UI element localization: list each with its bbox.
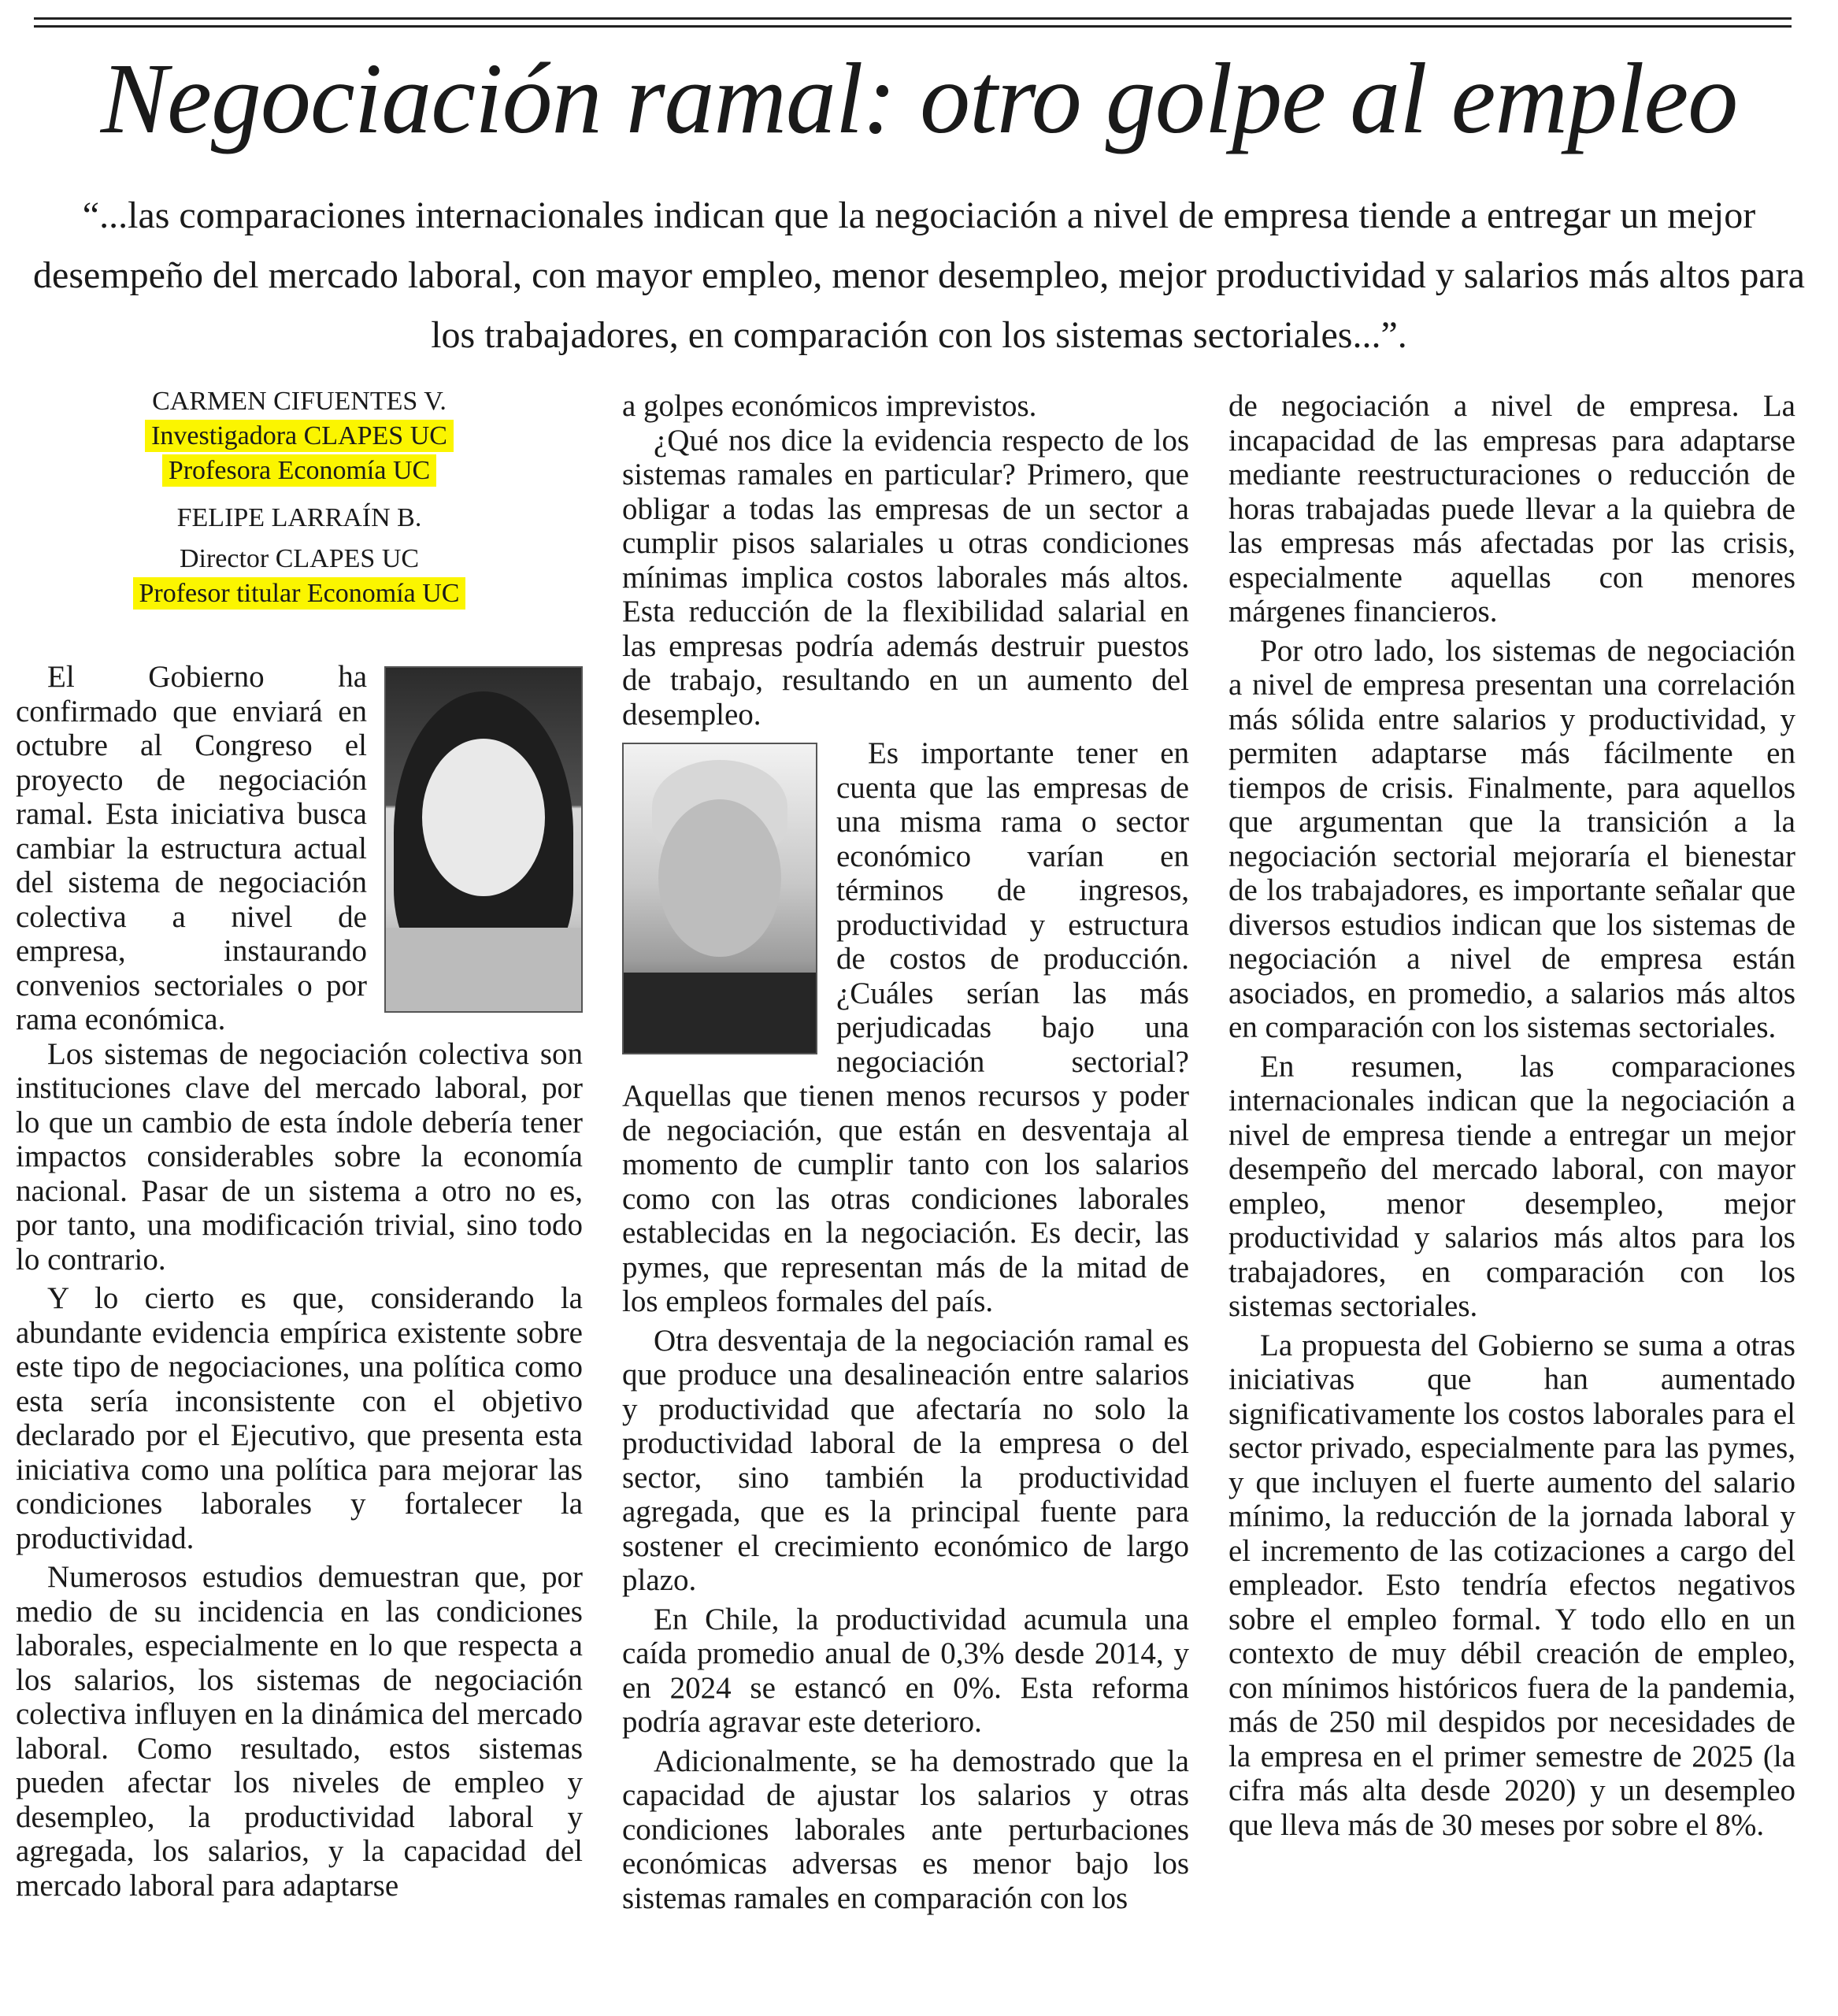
paragraph: de negociación a nivel de empresa. La incapacidad de las empresas para adaptarse mediante reestructuraciones o reducción de horas trabajadas puede llevar a la quiebra de las empresas más afectadas por las crisis, especialmente aquellas con menores márgenes financieros. bbox=[1228, 389, 1795, 628]
author-affiliation bbox=[16, 576, 583, 611]
paragraph: La propuesta del Gobierno se suma a otras iniciativas que han aumentado significativamente los costos laborales para el sector privado, especialmente para las pymes, y que incluyen el fuerte aumento del salario mínimo, la reducción de la jornada laboral y el incremento de las cotizaciones a cargo del empleador. Esto tendría efectos negativos sobre el empleo formal. Y todo ello en un contexto de muy débil creación de empleo, con mínimos históricos fuera de la pandemia, más de 250 mil despidos por necesidades de la empresa en el primer semestre de 2025 (la cifra más alta desde 2020) y un desempleo que lleva más de 30 meses por sobre el 8%. bbox=[1228, 1328, 1795, 1842]
paragraph-text: Es importante tener en cuenta que las empresas de una misma rama o sector económico varían en términos de ingresos, productividad y estructura de costos de producción. ¿Cuáles serían las más perjudicadas bajo una negociación sectorial? Aquellas que tienen menos recursos y poder de negociación, que están en desventaja al momento de cumplir tanto con los salarios como con las otras condiciones laborales establecidas en la negociación. Es decir, las pymes, que representan más de la mitad de los empleos formales del país. bbox=[622, 736, 1189, 1318]
paragraph: Adicionalmente, se ha demostrado que la capacidad de ajustar los salarios y otras condiciones laborales ante perturbaciones económicas adversas es menor bajo los sistemas ramales en comparación con los bbox=[622, 1744, 1189, 1915]
author-photo-carmen bbox=[384, 666, 583, 1013]
photo-shirt bbox=[386, 928, 581, 1011]
paragraph: Numerosos estudios demuestran que, por medio de su incidencia en las condiciones laborales, especialmente en lo que respecta a los salarios, los sistemas de negociación colectiva influyen en la dinámica del mercado laboral. Como resultado, estos sistemas pueden afectar los niveles de empleo y desempleo, la productividad laboral y agregada, los salarios, y la capacidad del mercado laboral para adaptarse bbox=[16, 1560, 583, 1903]
paragraph: En Chile, la productividad acumula una caída promedio anual de 0,3% desde 2014, y en 2024 se estancó en 0%. Esta reforma podría agravar este deterioro. bbox=[622, 1602, 1189, 1739]
article-title: Negociación ramal: otro golpe al empleo bbox=[100, 43, 1738, 154]
photo-face bbox=[658, 799, 781, 957]
author-block bbox=[16, 384, 583, 611]
article-column-2 bbox=[622, 389, 1189, 1915]
top-rule-second bbox=[34, 25, 1792, 28]
author-name: CARMEN CIFUENTES V. bbox=[152, 387, 447, 416]
highlighted-affiliation: Profesora Economía UC bbox=[162, 454, 436, 487]
paragraph bbox=[16, 660, 583, 1037]
author-photo-felipe bbox=[622, 743, 817, 1054]
top-rule bbox=[34, 17, 1792, 20]
author-affiliation bbox=[16, 454, 583, 488]
author-affiliation: Director CLAPES UC bbox=[179, 544, 420, 573]
highlighted-affiliation: Investigadora CLAPES UC bbox=[145, 420, 454, 452]
photo-suit bbox=[624, 973, 816, 1053]
article-column-3 bbox=[1228, 389, 1795, 1842]
paragraph: En resumen, las comparaciones internacionales indican que la negociación a nivel de empresa tiende a entregar un mejor desempeño del mercado laboral, con mayor empleo, menor desempleo, mejor productividad y salarios más altos para los trabajadores, en comparación con los sistemas sectoriales. bbox=[1228, 1049, 1795, 1323]
highlighted-affiliation: Profesor titular Economía UC bbox=[133, 577, 466, 610]
paragraph: ¿Qué nos dice la evidencia respecto de los sistemas ramales en particular? Primero, que obligar a todas las empresas de un sector a cumplir pisos salariales u otras condiciones mínimas implica costos laborales más altos. Esta reducción de la flexibilidad salarial en las empresas podría además destruir puestos de trabajo, resultando en un aumento del desempleo. bbox=[622, 423, 1189, 732]
paragraph: Por otro lado, los sistemas de negociación a nivel de empresa presentan una correlación más sólida entre salarios y productividad, y permiten adaptarse más fácilmente en tiempos de crisis. Finalmente, para aquellos que argumentan que la transición a la negociación sectorial mejoraría el bienestar de los trabajadores, es importante señalar que diversos estudios indican que los sistemas de negociación a nivel de empresa están asociados, en promedio, a salarios más altos en comparación con los sistemas sectoriales. bbox=[1228, 633, 1795, 1044]
pull-quote: “...las comparaciones internacionales indican que la negociación a nivel de empresa tiende a entregar un mejor desempeño del mercado laboral, con mayor empleo, menor desempleo, mejor productividad y salarios más altos para los trabajadores, en comparación con los sistemas sectoriales...”. bbox=[33, 195, 1805, 356]
paragraph: Y lo cierto es que, considerando la abundante evidencia empírica existente sobre este tipo de negociaciones, una política como esta sería inconsistente con el objetivo declarado por el Ejecutivo, que presenta esta iniciativa como una política para mejorar las condiciones laborales y fortalecer la productividad. bbox=[16, 1281, 583, 1555]
photo-face bbox=[422, 739, 545, 896]
paragraph-text: El Gobierno ha confirmado que enviará en octubre al Congreso el proyecto de negociación ramal. Esta iniciativa busca cambiar la estructura actual del sistema de negociación colectiva a nivel de empresa, instaurando convenios sectoriales o por rama económica. bbox=[16, 660, 367, 1036]
author-affiliation bbox=[16, 419, 583, 454]
article-column-1 bbox=[16, 660, 583, 1903]
paragraph: Los sistemas de negociación colectiva son instituciones clave del mercado laboral, por lo que un cambio de esta índole debería tener impactos considerables sobre la economía nacional. Pasar de un sistema a otro no es, por tanto, una modificación trivial, sino todo lo contrario. bbox=[16, 1036, 583, 1277]
paragraph bbox=[622, 736, 1189, 1319]
author-name: FELIPE LARRAÍN B. bbox=[176, 503, 422, 532]
paragraph: Otra desventaja de la negociación ramal es que produce una desalineación entre salarios y productividad que afectaría no solo la productividad laboral de la empresa o del sector, sino también la productividad agregada, que es la principal fuente para sostener el crecimiento económico de largo plazo. bbox=[622, 1323, 1189, 1597]
paragraph: a golpes económicos imprevistos. bbox=[622, 389, 1037, 423]
